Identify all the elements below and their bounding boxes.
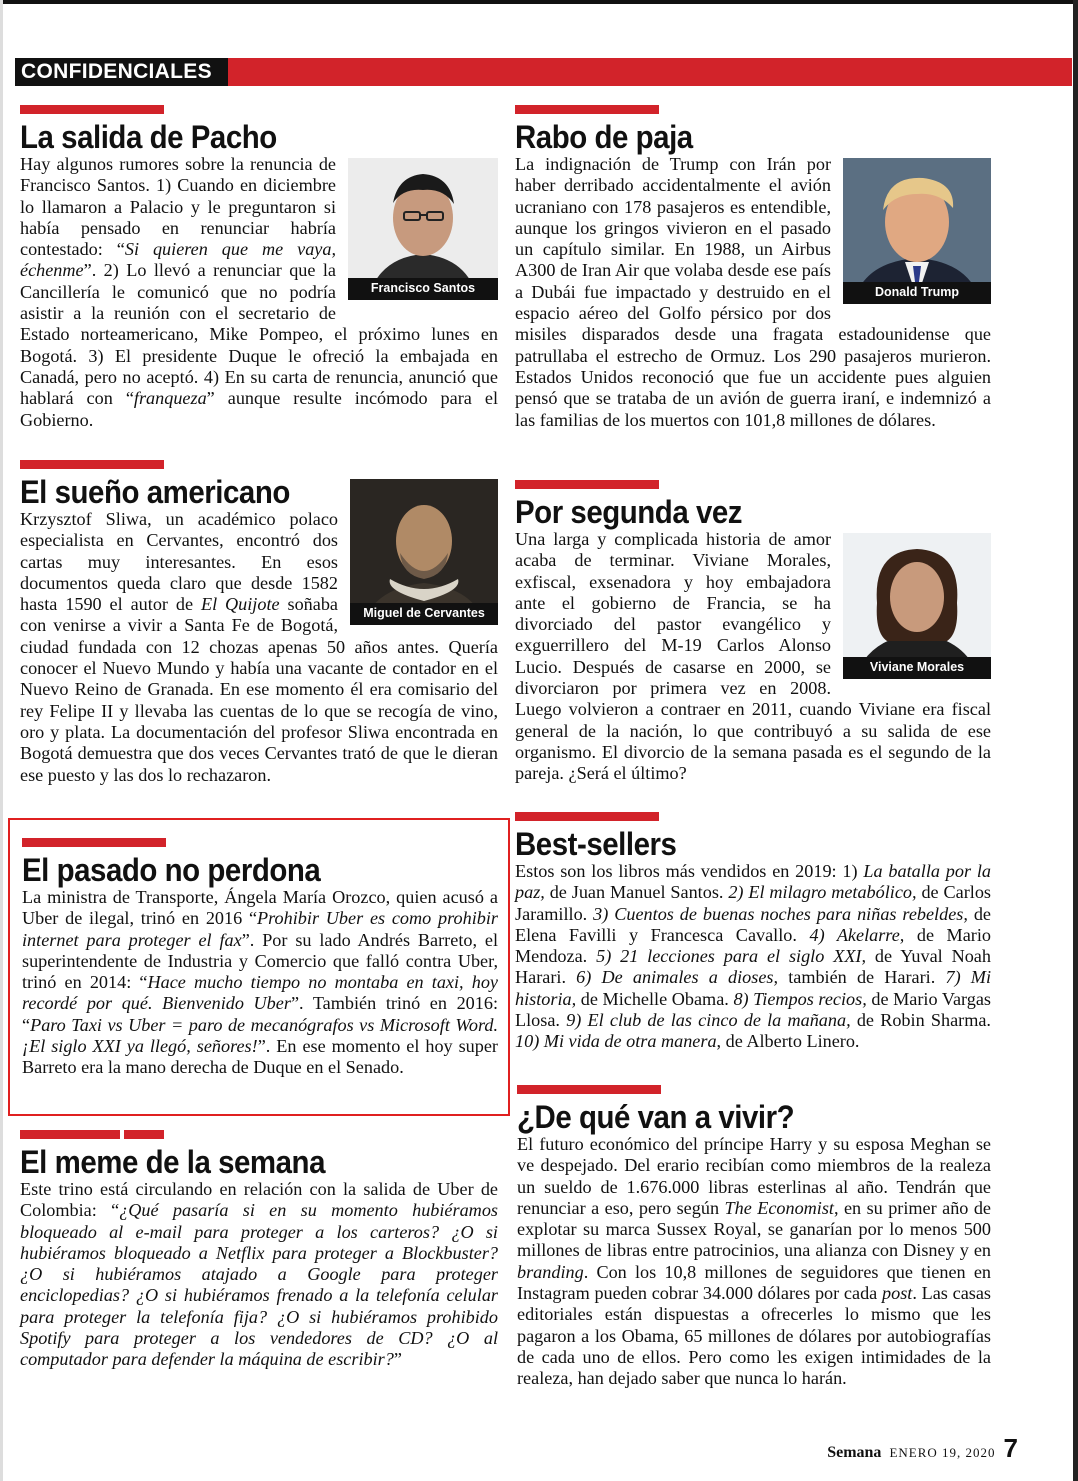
photo-caption: Francisco Santos	[348, 278, 498, 300]
red-rule	[517, 1085, 661, 1094]
publication-name: Semana	[827, 1444, 882, 1461]
red-rule	[20, 1130, 498, 1139]
photo-francisco-santos	[348, 158, 498, 300]
article-body	[20, 509, 498, 786]
page-right-edge	[1073, 0, 1078, 1481]
article-text: Krzysztof Sliwa, un académico polaco especialista en Cervantes, encontró dos cartas muy interesantes. En esos documentos queda claro que desde 1582 hasta 1590 el autor de El Quijote soñaba con venirse a vivir a Santa Fe de Bogotá, ciudad fundada con 12 chozas apenas 50 años antes. Quería conocer el Nuevo Mundo y había una vacante de contador en el Nuevo Reino de Granada. En ese momento él era comisario del rey Felipe II y llevaba las cuentas de lo que se recogía de vino, oro y plata. La documentación del profesor Sliwa encontrada en Bogotá demuestra que dos veces Cervantes trató de que le dieran ese puesto y las dos lo rechazaron.	[20, 509, 498, 785]
article-body	[20, 1179, 498, 1371]
article-pasado	[22, 838, 498, 1079]
section-title: CONFIDENCIALES	[15, 58, 228, 86]
article-bestsellers	[515, 812, 991, 1053]
article-body	[515, 861, 991, 1053]
article-title: El sueño americano	[20, 474, 290, 510]
article-pacho	[20, 105, 498, 431]
article-title: Best-sellers	[515, 826, 677, 862]
red-rule	[515, 812, 659, 821]
red-rule	[515, 105, 659, 114]
article-title: La salida de Pacho	[20, 119, 277, 155]
red-rule	[20, 460, 164, 469]
article-text: Una larga y complicada historia de amor acaba de terminar. Viviane Morales, exfiscal, exsenadora y hoy embajadora ante el gobierno de Francia, se ha divorciado del pastor evangélico y exguerrillero del M-19 Carlos Alonso Lucio. Después de casarse en 2000, se divorciaron por primera vez en 2008. Luego volvieron a contraer en 2011, cuando Viviane era fiscal general de la nación, lo que contribuyó a su salida de ese organismo. El divorcio de la semana pasada es el segundo de la pareja. ¿Será el último?	[515, 529, 991, 784]
photo-caption: Donald Trump	[843, 282, 991, 304]
photo-miguel-de-cervantes	[350, 479, 498, 625]
page-number: 7	[1003, 1433, 1018, 1463]
article-vivir	[517, 1085, 991, 1390]
page-footer	[827, 1433, 1018, 1464]
article-meme	[20, 1130, 498, 1371]
red-rule	[22, 838, 166, 847]
article-title: Por segunda vez	[515, 494, 743, 530]
article-body	[515, 154, 991, 431]
photo-viviane-morales	[843, 533, 991, 679]
red-rule	[20, 105, 164, 114]
article-text: Este trino está circulando en relación con la salida de Uber de Colombia: “¿Qué pasaría si en su momento hubiéramos bloqueado al e-mail para proteger a los carteros? ¿O si hubiéramos bloqueado a Netflix para proteger a Blockbuster? ¿O si hubiéramos atajado a Google para proteger enciclopedias? ¿O si hubiéramos frenado a la telefonía celular para proteger la telefonía fija? ¿O si hubiéramos prohibido Spotify para proteger a los vendedores de CD? ¿O al computador para defender la máquina de escribir?”	[20, 1179, 498, 1370]
article-text: La ministra de Transporte, Ángela María Orozco, quien acusó a Uber de ilegal, trinó en 2016 “Prohibir Uber es como prohibir internet para proteger el fax”. Por su lado Andrés Barreto, el superintendente de Industria y Comercio que falló contra Uber, trinó en 2014: “Hace mucho tiempo no montaba en taxi, hoy recordé por qué. Bienvenido Uber”. También trinó en 2016: “Paro Taxi vs Uber = paro de mecanógrafos vs Microsoft Word. ¡El siglo XXI ya llegó, señores!”. En ese momento el hoy super Barreto era la mano derecha de Duque en el Senado.	[22, 887, 498, 1078]
article-text: El futuro económico del príncipe Harry y su esposa Meghan se ve despejado. Del erario recibían como miembros de la realeza un sueldo de 1.676.000 libras esterlinas al año. Tendrán que renunciar a eso, pero según The Economist, en su primer año de explotar su marca Sussex Royal, se ganarían por lo menos 500 millones de libras entre patrocinios, una alianza con Disney y en branding. Con los 10,8 millones de seguidores que tienen en Instagram pueden cobrar 34.000 dólares por cada post. Las casas editoriales están dispuestas a ofrecerles lo mismo que les pagaron a los Obama, 65 millones de dólares por autobiografías de cada uno de ellos. Pero como les exigen intimidades de la realeza, han dejado saber que nunca lo harán.	[517, 1134, 991, 1389]
article-segunda	[515, 480, 991, 785]
page-left-edge	[0, 0, 3, 1481]
article-title: El meme de la semana	[20, 1144, 325, 1180]
article-body	[515, 529, 991, 785]
article-body	[20, 154, 498, 431]
article-title: Rabo de paja	[515, 119, 693, 155]
photo-caption: Miguel de Cervantes	[350, 603, 498, 625]
article-rabo	[515, 105, 991, 431]
article-text: Estos son los libros más vendidos en 2019: 1) La batalla por la paz, de Juan Manuel Santos. 2) El milagro metabólico, de Carlos Jaramillo. 3) Cuentos de buenas noches para niñas rebeldes, de Elena Favilli y Francesca Cavallo. 4) Akelarre, de Mario Mendoza. 5) 21 lecciones para el siglo XXI, de Yuval Noah Harari. 6) De animales a dioses, también de Harari. 7) Mi historia, de Michelle Obama. 8) Tiempos recios, de Mario Vargas Llosa. 9) El club de las cinco de la mañana, de Robin Sharma. 10) Mi vida de otra manera, de Alberto Linero.	[515, 861, 992, 1052]
issue-date: ENERO 19, 2020	[889, 1445, 996, 1460]
red-rule	[515, 480, 659, 489]
photo-caption: Viviane Morales	[843, 657, 991, 679]
article-body	[22, 887, 498, 1079]
photo-donald-trump	[843, 158, 991, 304]
article-sueno	[20, 460, 498, 786]
article-title: El pasado no perdona	[22, 852, 321, 888]
article-title: ¿De qué van a vivir?	[517, 1099, 795, 1135]
article-body	[517, 1134, 991, 1390]
article-text: La indignación de Trump con Irán por haber derribado accidentalmente el avión ucraniano con 178 pasajeros es entendible, aunque los gringos vivieron en el pasado un capítulo similar. En 1988, un Airbus A300 de Iran Air que volaba desde ese país a Dubái fue impactado y destruido en el espacio aéreo del Golfo pérsico por dos misiles disparados desde una fragata estadounidense que patrullaba el estrecho de Ormuz. Los 290 pasajeros murieron. Estados Unidos reconoció que fue un accidente pues alguien pensó que se trataba de un avión de guerra iraní, e indemnizó a las familias de los muertos con 101,8 millones de dólares.	[515, 154, 991, 430]
page-top-edge	[0, 0, 1078, 4]
article-text: Hay algunos rumores sobre la renuncia de Francisco Santos. 1) Cuando en diciembre lo llamaron a Palacio y le preguntaron si había pensado en renunciar habría contestado: “Si quieren que me vaya, échenme”. 2) Lo llevó a renunciar que la Cancillería le comunicó que no podría asistir a la reunión con el secretario de Estado norteamericano, Mike Pompeo, el próximo lunes en Bogotá. 3) El presidente Duque le ofreció la embajada en Canadá, pero no aceptó. 4) En su carta de renuncia, anunció que hablará con “franqueza” aunque resulte incómodo para el Gobierno.	[20, 154, 499, 430]
